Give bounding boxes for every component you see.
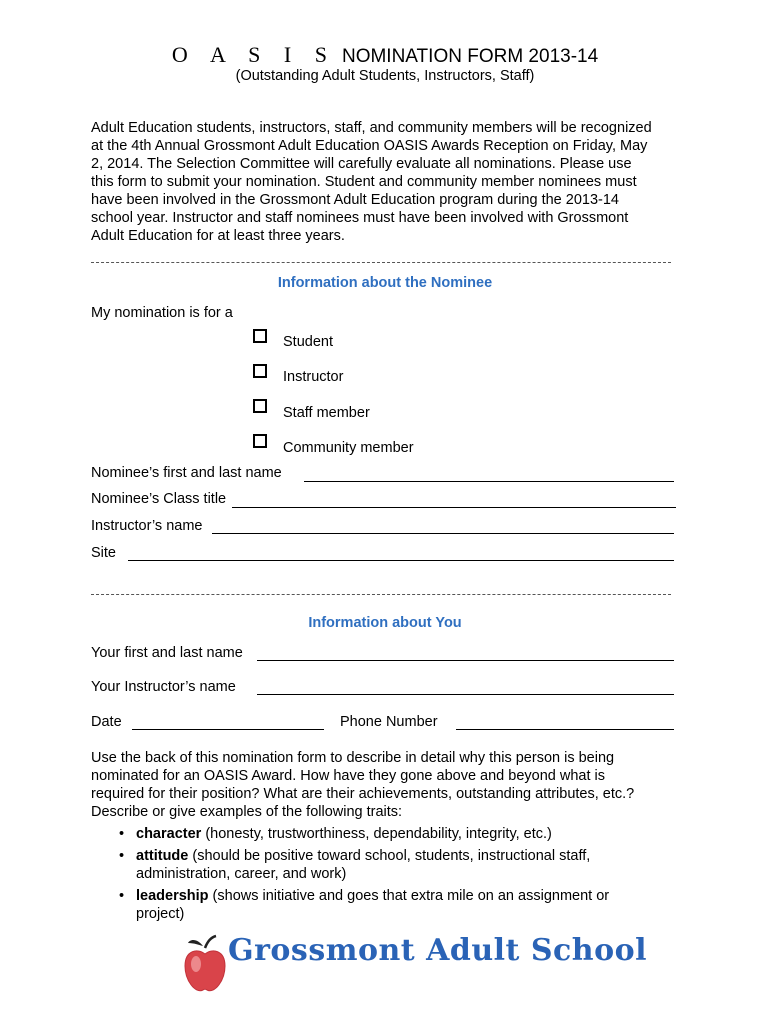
instructions-paragraph — [91, 749, 691, 821]
intro-line: school year. Instructor and staff nominees must have been involved with Grossmont — [91, 210, 629, 226]
intro-line: Adult Education for at least three years. — [91, 228, 345, 244]
school-logo-text: Grossmont Adult School — [228, 933, 648, 968]
nominee-name-label: Nominee’s first and last name — [91, 465, 282, 481]
instructions-line: nominated for an OASIS Award. How have they gone above and beyond what is — [91, 768, 606, 784]
student-checkbox[interactable] — [253, 329, 267, 343]
apple-icon — [182, 934, 228, 996]
site-label: Site — [91, 545, 116, 561]
section-divider — [91, 262, 671, 263]
nominee-section-heading: Information about the Nominee — [277, 275, 493, 291]
list-item — [91, 825, 651, 843]
date-field[interactable] — [132, 729, 324, 730]
traits-list — [91, 825, 651, 923]
instructor-option-label: Instructor — [283, 369, 344, 385]
instructions-line: Use the back of this nomination form to describe in detail why this person is being — [91, 750, 615, 766]
your-name-label: Your first and last name — [91, 645, 243, 661]
list-item — [91, 887, 656, 923]
form-title-text: NOMINATION FORM 2013-14 — [341, 46, 599, 67]
section-divider — [91, 594, 671, 595]
phone-number-field[interactable] — [456, 729, 674, 730]
intro-line: Adult Education students, instructors, staff, and community members will be recognized — [91, 120, 652, 136]
trait-term: leadership — [136, 888, 209, 904]
site-field[interactable] — [128, 560, 674, 561]
you-section-heading: Information about You — [308, 615, 462, 631]
intro-line: have been involved in the Grossmont Adult Education program during the 2013-14 — [91, 192, 619, 208]
nominee-class-title-label: Nominee’s Class title — [91, 491, 227, 507]
instructor-name-label: Instructor’s name — [91, 518, 203, 534]
intro-line: 2, 2014. The Selection Committee will carefully evaluate all nominations. Please use — [91, 156, 632, 172]
instructor-checkbox[interactable] — [253, 364, 267, 378]
oasis-heading: O A S I S — [171, 42, 336, 67]
community-member-checkbox[interactable] — [253, 434, 267, 448]
trait-description: (should be positive toward school, students, instructional staff, administration, career, and work) — [136, 848, 591, 882]
nominee-name-field[interactable] — [304, 481, 674, 482]
form-subtitle: (Outstanding Adult Students, Instructors, Staff) — [235, 68, 535, 84]
your-name-field[interactable] — [257, 660, 674, 661]
phone-number-label: Phone Number — [340, 714, 438, 730]
trait-description: (honesty, trustworthiness, dependability, integrity, etc.) — [201, 826, 552, 842]
nomination-type-prompt: My nomination is for a — [91, 305, 233, 321]
trait-term: character — [136, 826, 202, 842]
community-member-option-label: Community member — [283, 440, 414, 456]
intro-line: at the 4th Annual Grossmont Adult Education OASIS Awards Reception on Friday, May — [91, 138, 648, 154]
instructions-line: required for their position? What are their achievements, outstanding attributes, etc.? — [91, 786, 635, 802]
staff-member-option-label: Staff member — [283, 405, 370, 421]
trait-description: (shows initiative and goes that extra mile on an assignment or project) — [136, 888, 610, 922]
staff-member-checkbox[interactable] — [253, 399, 267, 413]
your-instructor-label: Your Instructor’s name — [91, 679, 236, 695]
nominee-class-title-field[interactable] — [232, 507, 676, 508]
date-label: Date — [91, 714, 122, 730]
intro-line: this form to submit your nomination. Student and community member nominees must — [91, 174, 637, 190]
trait-term: attitude — [136, 848, 189, 864]
form-title — [0, 42, 770, 68]
list-item — [91, 847, 626, 883]
instructor-name-field[interactable] — [212, 533, 674, 534]
student-option-label: Student — [283, 334, 333, 350]
your-instructor-field[interactable] — [257, 694, 674, 695]
instructions-line: Describe or give examples of the following traits: — [91, 804, 403, 820]
intro-paragraph — [91, 119, 691, 245]
